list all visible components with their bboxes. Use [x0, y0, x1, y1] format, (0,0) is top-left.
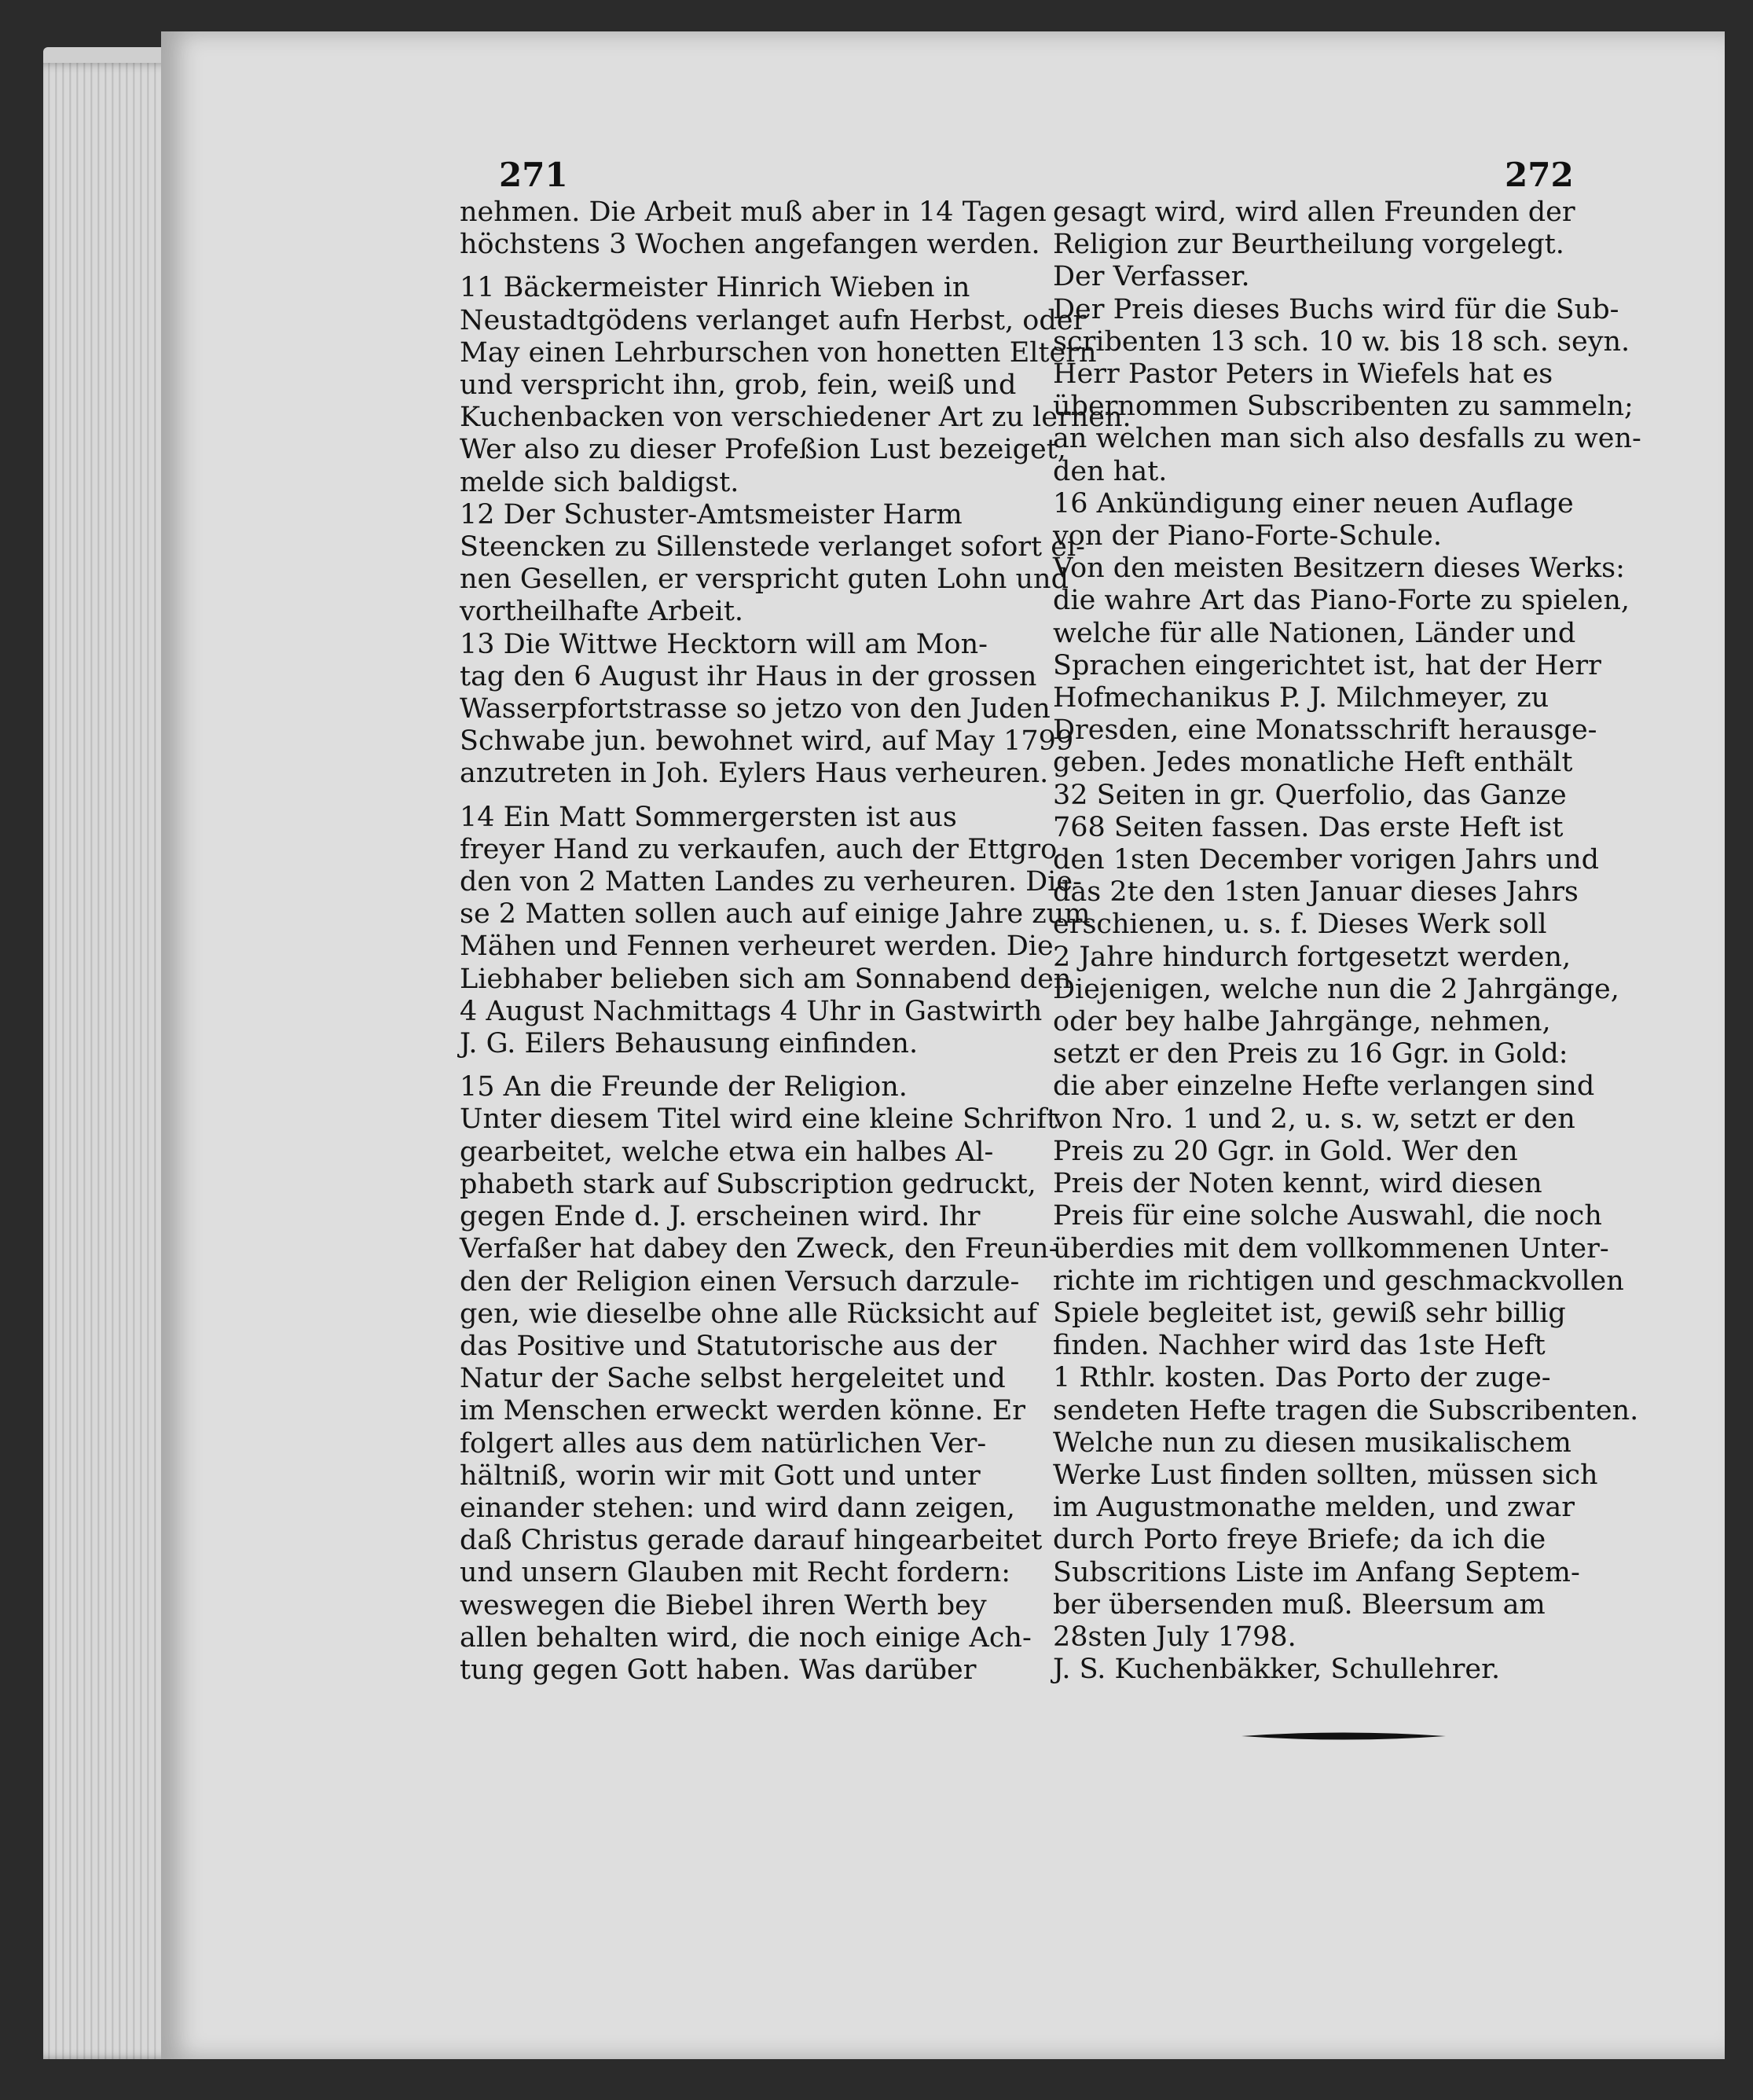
text-line: Herr Pastor Peters in Wiefels hat es [1053, 358, 1553, 391]
text-line: 14 Ein Matt Sommergersten ist aus [460, 801, 957, 833]
text-line: erschienen, u. s. f. Dieses Werk soll [1053, 909, 1547, 941]
text-line: Spiele begleitet ist, gewiß sehr billig [1053, 1297, 1566, 1329]
text-line: geben. Jedes monatliche Heft enthält [1053, 747, 1573, 779]
text-line: das 2te den 1sten Januar dieses Jahrs [1053, 876, 1579, 909]
text-line: anzutreten in Joh. Eylers Haus verheuren. [460, 758, 1049, 790]
text-line: welche für alle Nationen, Länder und [1053, 617, 1576, 649]
page-number-left: 271 [499, 156, 568, 194]
text-line: von Nro. 1 und 2, u. s. w, setzt er den [1053, 1103, 1575, 1135]
text-line: Verfaßer hat dabey den Zweck, den Freun- [460, 1233, 1058, 1265]
text-line: ber übersenden muß. Bleersum am [1053, 1588, 1546, 1621]
text-line: allen behalten wird, die noch einige Ach- [460, 1621, 1032, 1654]
page-edges [43, 63, 177, 2059]
text-line: 28sten July 1798. [1053, 1621, 1296, 1653]
text-line: Welche nun zu diesen musikalischem [1053, 1426, 1571, 1459]
text-line: richte im richtigen und geschmackvollen [1053, 1265, 1624, 1297]
text-line: Religion zur Beurtheilung vorgelegt. [1053, 229, 1564, 261]
text-line: setzt er den Preis zu 16 Ggr. in Gold: [1053, 1038, 1568, 1070]
end-ornament [1241, 1731, 1446, 1742]
page-number-right: 272 [1505, 156, 1574, 194]
text-line: tung gegen Gott haben. Was darüber [460, 1654, 977, 1686]
text-line: den hat. [1053, 455, 1168, 487]
text-line: im Menschen erweckt werden könne. Er [460, 1395, 1025, 1427]
text-line: übernommen Subscribenten zu sammeln; [1053, 391, 1634, 423]
text-line: von der Piano-Forte-Schule. [1053, 520, 1443, 553]
text-line: Wer also zu dieser Profeßion Lust bezeiget, [460, 434, 1066, 466]
text-line: den 1sten December vorigen Jahrs und [1053, 844, 1600, 876]
paragraph-gap [460, 1060, 1033, 1071]
text-line: Der Verfasser. [1053, 261, 1250, 293]
text-line: Hofmechanikus P. J. Milchmeyer, zu [1053, 682, 1549, 714]
text-line: scribenten 13 sch. 10 w. bis 18 sch. seyn. [1053, 325, 1630, 358]
text-line: gen, wie dieselbe ohne alle Rücksicht auf [460, 1298, 1037, 1330]
text-line: 32 Seiten in gr. Querfolio, das Ganze [1053, 779, 1567, 811]
text-line: nen Gesellen, er verspricht guten Lohn und [460, 564, 1069, 596]
text-line: 768 Seiten fassen. Das erste Heft ist [1053, 811, 1564, 843]
text-line: freyer Hand zu verkaufen, auch der Ettgro [460, 833, 1058, 865]
paragraph-gap [460, 261, 1033, 272]
text-line: Mähen und Fennen verheuret werden. Die [460, 931, 1054, 963]
text-line: Kuchenbacken von verschiedener Art zu lernen. [460, 402, 1131, 434]
text-line: Preis der Noten kennt, wird diesen [1053, 1168, 1542, 1200]
text-line: Liebhaber belieben sich am Sonnabend den [460, 963, 1072, 995]
text-line: melde sich baldigst. [460, 466, 739, 498]
text-line: 13 Die Wittwe Hecktorn will am Mon- [460, 628, 988, 660]
text-line: 12 Der Schuster-Amtsmeister Harm [460, 498, 963, 531]
text-line: gesagt wird, wird allen Freunden der [1053, 196, 1575, 228]
text-line: Wasserpfortstrasse so jetzo von den Juden [460, 693, 1051, 725]
text-line: Von den meisten Besitzern dieses Werks: [1053, 553, 1625, 585]
text-line: Schwabe jun. bewohnet wird, auf May 1799 [460, 725, 1074, 758]
text-line: und verspricht ihn, grob, fein, weiß und [460, 369, 1017, 402]
text-line: Neustadtgödens verlanget aufn Herbst, oder [460, 304, 1087, 336]
text-line: nehmen. Die Arbeit muß aber in 14 Tagen [460, 196, 1047, 228]
right-column [1053, 196, 1641, 1686]
text-line: J. S. Kuchenbäkker, Schullehrer. [1053, 1654, 1501, 1686]
text-line: 2 Jahre hindurch fortgesetzt werden, [1053, 941, 1571, 973]
text-line: an welchen man sich also desfalls zu wen- [1053, 423, 1641, 455]
text-line: Sprachen eingerichtet ist, hat der Herr [1053, 649, 1601, 681]
text-line: hältniß, worin wir mit Gott und unter [460, 1459, 981, 1492]
text-line: gegen Ende d. J. erscheinen wird. Ihr [460, 1201, 981, 1233]
text-line: einander stehen: und wird dann zeigen, [460, 1492, 1015, 1524]
text-line: daß Christus gerade darauf hingearbeitet [460, 1525, 1043, 1557]
text-line: Dresden, eine Monatsschrift herausge- [1053, 714, 1597, 747]
text-line: Diejenigen, welche nun die 2 Jahrgänge, [1053, 973, 1619, 1005]
text-line: sendeten Hefte tragen die Subscribenten. [1053, 1394, 1639, 1426]
text-line: Preis für eine solche Auswahl, die noch [1053, 1200, 1602, 1232]
text-line: 4 August Nachmittags 4 Uhr in Gastwirth [460, 995, 1043, 1027]
text-line: Werke Lust finden sollten, müssen sich [1053, 1459, 1598, 1491]
text-line: folgert alles aus dem natürlichen Ver- [460, 1427, 987, 1459]
text-line: Steencken zu Sillenstede verlanget sofort ei- [460, 531, 1085, 564]
text-line: 16 Ankündigung einer neuen Auflage [1053, 487, 1574, 519]
text-line: tag den 6 August ihr Haus in der grossen [460, 660, 1037, 692]
text-line: höchstens 3 Wochen angefangen werden. [460, 229, 1040, 261]
text-line: Preis zu 20 Ggr. in Gold. Wer den [1053, 1135, 1518, 1167]
text-line: den der Religion einen Versuch darzule- [460, 1265, 1020, 1298]
text-line: die wahre Art das Piano-Forte zu spielen, [1053, 585, 1630, 617]
text-line: 1 Rthlr. kosten. Das Porto der zuge- [1053, 1362, 1551, 1394]
text-line: vortheilhafte Arbeit. [460, 596, 744, 628]
text-line: Subscritions Liste im Anfang Septem- [1053, 1556, 1580, 1588]
text-line: weswegen die Biebel ihren Werth bey [460, 1589, 987, 1621]
text-line: gearbeitet, welche etwa ein halbes Al- [460, 1136, 994, 1168]
text-line: den von 2 Matten Landes zu verheuren. Die- [460, 866, 1082, 898]
text-line: 15 An die Freunde der Religion. [460, 1071, 908, 1103]
text-line: und unsern Glauben mit Recht fordern: [460, 1557, 1011, 1589]
text-line: May einen Lehrburschen von honetten Eltern [460, 336, 1097, 369]
text-line: das Positive und Statutorische aus der [460, 1330, 997, 1362]
paragraph-gap [460, 791, 1033, 802]
text-line: se 2 Matten sollen auch auf einige Jahre zum [460, 898, 1091, 931]
text-line: Natur der Sache selbst hergeleitet und [460, 1363, 1006, 1395]
text-line: im Augustmonathe melden, und zwar [1053, 1492, 1575, 1524]
text-line: Unter diesem Titel wird eine kleine Schrift [460, 1103, 1058, 1136]
text-line: finden. Nachher wird das 1ste Heft [1053, 1330, 1546, 1362]
text-line: die aber einzelne Hefte verlangen sind [1053, 1070, 1595, 1103]
text-line: überdies mit dem vollkommenen Unter- [1053, 1232, 1609, 1265]
text-line: oder bey halbe Jahrgänge, nehmen, [1053, 1006, 1551, 1038]
text-line: Der Preis dieses Buchs wird für die Sub- [1053, 293, 1619, 325]
text-line: 11 Bäckermeister Hinrich Wieben in [460, 272, 970, 304]
text-line: J. G. Eilers Behausung einfinden. [460, 1028, 919, 1060]
text-line: phabeth stark auf Subscription gedruckt, [460, 1168, 1036, 1200]
text-line: durch Porto freye Briefe; da ich die [1053, 1524, 1546, 1556]
